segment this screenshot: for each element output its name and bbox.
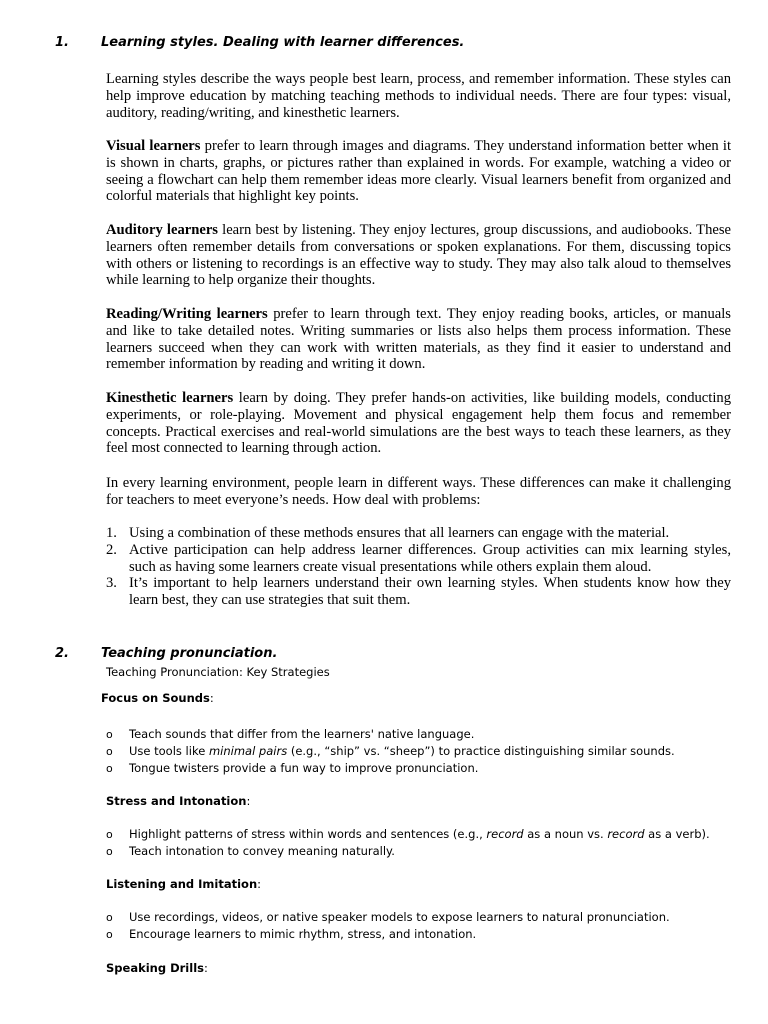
list-item-text: Use recordings, videos, or native speaker models to expose learners to natural pronunciation. [129, 910, 670, 924]
label-colon: : [209, 691, 214, 705]
section-1-title: Learning styles. Dealing with learner differences. [101, 35, 465, 50]
kinesthetic-learners-term: Kinesthetic learners [106, 390, 234, 406]
emphasis-text: minimal pairs [208, 744, 288, 758]
visual-learners-text: prefer to learn through images and diagrams. They understand information better when it is shown in charts, graphs, or pictures rather than explained in words. For example, watching a video or seeing a flowchart can help them remember ideas more clearly. Visual learners benefit from organized and colorful materials that highlight key points. [106, 138, 732, 205]
bullet-marker: o [106, 728, 113, 741]
emphasis-text: record [486, 827, 524, 841]
list-item [106, 760, 746, 777]
kinesthetic-learners-paragraph [106, 390, 731, 457]
differences-paragraph: In every learning environment, people learn in different ways. These differences can make it challenging for teachers to meet everyone’s needs. How deal with problems: [106, 475, 731, 508]
section-2-subtitle: Teaching Pronunciation: Key Strategies [106, 665, 330, 679]
listening-and-imitation-label-text: Listening and Imitation [106, 877, 258, 891]
list-item-text: Highlight patterns of stress within words and sentences (e.g., [129, 827, 487, 841]
intro-paragraph: Learning styles describe the ways people best learn, process, and remember information. These styles can help improve education by matching teaching methods to individual needs. There are four types: visual, auditory, reading/writing, and kinesthetic learners. [106, 71, 731, 121]
list-item [106, 743, 746, 760]
list-item-text: Using a combination of these methods ensures that all learners can engage with the material. [129, 525, 670, 541]
list-item-number: 3. [106, 575, 117, 592]
auditory-learners-term: Auditory learners [106, 222, 218, 238]
list-item-text: Tongue twisters provide a fun way to improve pronunciation. [129, 761, 479, 775]
auditory-learners-text: learn best by listening. They enjoy lectures, group discussions, and audiobooks. These learners often remember details from conversations or spoken explanations. For them, discussing topics with others or listening to recordings is an effective way to study. They may also talk aloud to themselves while learning to help organize their thoughts. [106, 222, 731, 289]
list-item [106, 909, 746, 926]
list-item-text: as a noun vs. [523, 827, 608, 841]
visual-learners-paragraph [106, 138, 731, 205]
listening-and-imitation-list [106, 909, 746, 943]
list-item-text: It’s important to help learners understand their own learning styles. When students know how they learn best, they can use strategies that suit them. [129, 575, 731, 609]
bullet-marker: o [106, 928, 113, 941]
section-1-heading [55, 35, 464, 50]
list-item [106, 525, 731, 542]
label-colon: : [203, 961, 208, 975]
speaking-drills-label-text: Speaking Drills [106, 961, 204, 975]
visual-learners-term: Visual learners [106, 138, 201, 154]
speaking-drills-label [106, 961, 208, 975]
list-item-number: 1. [106, 525, 117, 541]
list-item-text: Encourage learners to mimic rhythm, stress, and intonation. [129, 927, 477, 941]
kinesthetic-learners-text: learn by doing. They prefer hands-on activities, like building models, conducting experiments, or role-playing. Movement and physical engagement help them focus and remember concepts. Practical exercises and real-world simulations are the best ways to teach these learners, as they feel most connected to learning through action. [106, 390, 731, 457]
listening-and-imitation-label [106, 877, 261, 891]
list-item-text: Active participation can help address learner differences. Group activities can mix learning styles, such as having some learners create visual presentations while others explain them aloud. [129, 541, 731, 575]
list-item [106, 826, 746, 843]
list-item [106, 542, 731, 576]
stress-and-intonation-label [106, 794, 250, 808]
list-item-text: as a verb). [644, 827, 710, 841]
stress-and-intonation-list [106, 826, 746, 860]
list-item-text: Teach sounds that differ from the learners' native language. [129, 727, 475, 741]
reading-writing-learners-paragraph [106, 306, 731, 373]
focus-on-sounds-label-text: Focus on Sounds [101, 691, 210, 705]
section-2-title: Teaching pronunciation. [101, 646, 278, 661]
emphasis-text: record [607, 827, 645, 841]
label-colon: : [257, 877, 262, 891]
section-1-number: 1. [55, 35, 69, 50]
list-item-number: 2. [106, 541, 117, 558]
stress-and-intonation-label-text: Stress and Intonation [106, 794, 247, 808]
list-item [106, 843, 746, 860]
auditory-learners-paragraph [106, 222, 731, 289]
reading-writing-learners-text: prefer to learn through text. They enjoy reading books, articles, or manuals and like to take detailed notes. Writing summaries or lists also helps them process information. These learners succeed when they can work with written materials, as they find it easier to understand and remember information by reading and writing it down. [106, 306, 731, 373]
label-colon: : [246, 794, 251, 808]
focus-on-sounds-list [106, 726, 746, 777]
bullet-marker: o [106, 845, 113, 858]
section-2-number: 2. [55, 646, 69, 661]
list-item [106, 726, 746, 743]
bullet-marker: o [106, 911, 113, 924]
list-item-text: (e.g., “ship” vs. “sheep”) to practice distinguishing similar sounds. [287, 744, 675, 758]
section-2-heading [55, 646, 277, 661]
list-item [106, 926, 746, 943]
list-item-text: Use tools like [129, 744, 209, 758]
focus-on-sounds-label [101, 691, 214, 705]
list-item [106, 575, 731, 609]
bullet-marker: o [106, 828, 113, 841]
bullet-marker: o [106, 762, 113, 775]
list-item-text: Teach intonation to convey meaning naturally. [129, 844, 395, 858]
bullet-marker: o [106, 745, 113, 758]
reading-writing-learners-term: Reading/Writing learners [106, 306, 268, 322]
solutions-list [106, 525, 731, 609]
